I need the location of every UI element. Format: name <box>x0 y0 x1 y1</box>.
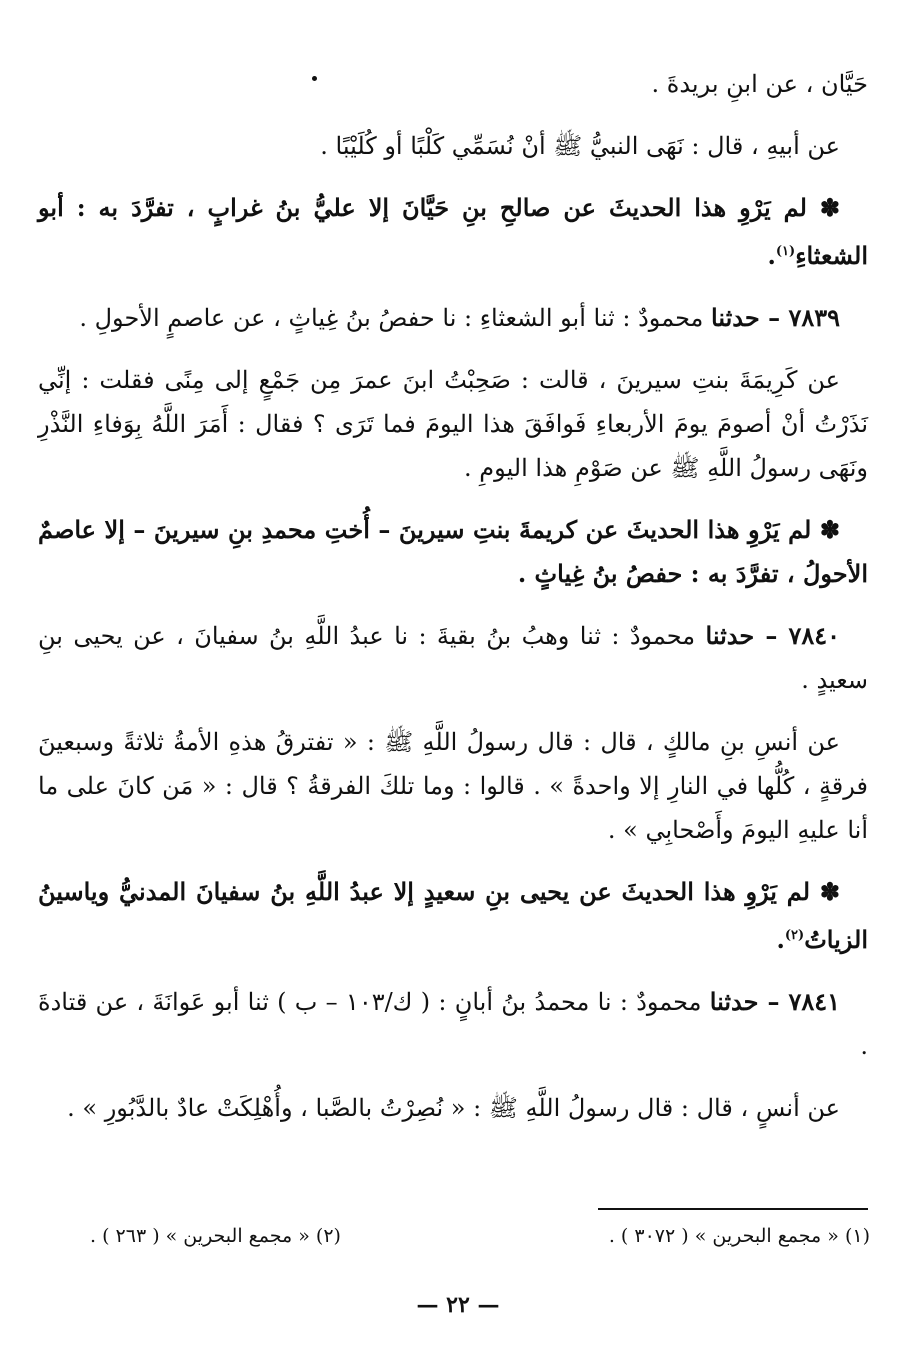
commentary-1: ✽ لم يَرْوِ هذا الحديثَ عن صالحِ بنِ حَيَّانَ إلا عليُّ بنُ غرابٍ ، تفرَّدَ به : أبو الشعثاءِ$^{(١)}$. <box>38 193 868 270</box>
page-number: — ٢٢ — <box>416 1292 500 1318</box>
footnote-1: (١) « مجمع البحرين » ( ٣٠٧٢ ) . <box>608 1225 870 1247</box>
footnote-ref-2: (٢) <box>784 928 805 943</box>
hadith-7840 <box>38 614 868 702</box>
hadith-7839 <box>38 296 868 340</box>
commentary-1-text: ✽ لم يَرْوِ هذا الحديثَ عن صالحِ بنِ حَيَّانَ إلا عليُّ بنُ غرابٍ ، تفرَّدَ به : أبو الشعثاءِ <box>38 193 868 270</box>
hadith-7841 <box>38 980 868 1068</box>
commentary-3-text: ✽ لم يَرْوِ هذا الحديثَ عن يحيى بنِ سعيدٍ إلا عبدُ اللَّهِ بنُ سفيانَ المدنيُّ وياسينُ الزياتُ <box>38 877 868 954</box>
paragraph-matn-1: عن كَرِيمَةَ بنتِ سيرينَ ، قالت : صَحِبْتُ ابنَ عمرَ مِن جَمْعٍ إلى مِنًى فقلت : إنِّي نَذَرْتُ أنْ أصومَ يومَ الأربعاءِ فَوافَقَ هذا اليومَ فما تَرَى ؟ فقال : أَمَرَ اللَّهُ بِوَفاءِ النَّذْرِ ونَهَى رسولُ اللَّهِ ﷺ عن صَوْمِ هذا اليومِ . <box>38 366 868 482</box>
paragraph-1: حَيَّان ، عن ابنِ بريدةَ . <box>651 70 868 98</box>
hadith-number: ٧٨٤١ – حدثنا <box>709 987 841 1016</box>
hadith-number: ٧٨٣٩ – حدثنا <box>711 303 840 332</box>
footnote-divider <box>598 1208 868 1210</box>
isnad-text: محمودٌ : ثنا وهبُ بنُ بقيةَ : نا عبدُ اللَّهِ بنُ سفيانَ ، عن يحيى بنِ سعيدٍ . <box>38 622 868 694</box>
paragraph-matn-2: عن أنسِ بنِ مالكٍ ، قال : قال رسولُ اللَّهِ ﷺ : « تفترقُ هذهِ الأمةُ ثلاثةً وسبعينَ فرقةٍ ، كُلُّها في النارِ إلا واحدةً » . قالوا : وما تلكَ الفرقةُ ؟ قال : « مَن كانَ على ما أنا عليهِ اليومَ وأَصْحابِي » . <box>38 728 868 844</box>
footnote-2: (٢) « مجمع البحرين » ( ٢٦٣ ) . <box>90 1225 341 1247</box>
isnad-text: محمودٌ : نا محمدُ بنُ أبانٍ : ( ك/١٠٣ – ب ) ثنا أبو عَوانَةَ ، عن قتادةَ . <box>38 988 868 1060</box>
page-body <box>38 62 868 1130</box>
paragraph-matn-3: عن أنسٍ ، قال : قال رسولُ اللَّهِ ﷺ : « نُصِرْتُ بالصَّبا ، وأُهْلِكَتْ عادٌ بالدَّبُورِ » . <box>67 1094 840 1122</box>
paragraph-2: عن أبيهِ ، قال : نَهَى النبيُّ ﷺ أنْ نُسَمِّي كَلْبًا أو كُلَيْبًا . <box>320 132 840 160</box>
hadith-number: ٧٨٤٠ – حدثنا <box>705 621 840 650</box>
commentary-2: ✽ لم يَرْوِ هذا الحديثَ عن كريمةَ بنتِ سيرينَ – أُختِ محمدِ بنِ سيرينَ – إلا عاصمٌ الأحولُ ، تفرَّدَ به : حفصُ بنُ غِياثٍ . <box>38 515 868 588</box>
isnad-text: محمودٌ : ثنا أبو الشعثاءِ : نا حفصُ بنُ غِياثٍ ، عن عاصمٍ الأحولِ . <box>79 304 712 332</box>
commentary-3: ✽ لم يَرْوِ هذا الحديثَ عن يحيى بنِ سعيدٍ إلا عبدُ اللَّهِ بنُ سفيانَ المدنيُّ وياسينُ الزياتُ$^{(٢)}$. <box>38 877 868 954</box>
footnote-ref-1: (١) <box>775 244 796 259</box>
footnotes <box>90 1218 870 1254</box>
